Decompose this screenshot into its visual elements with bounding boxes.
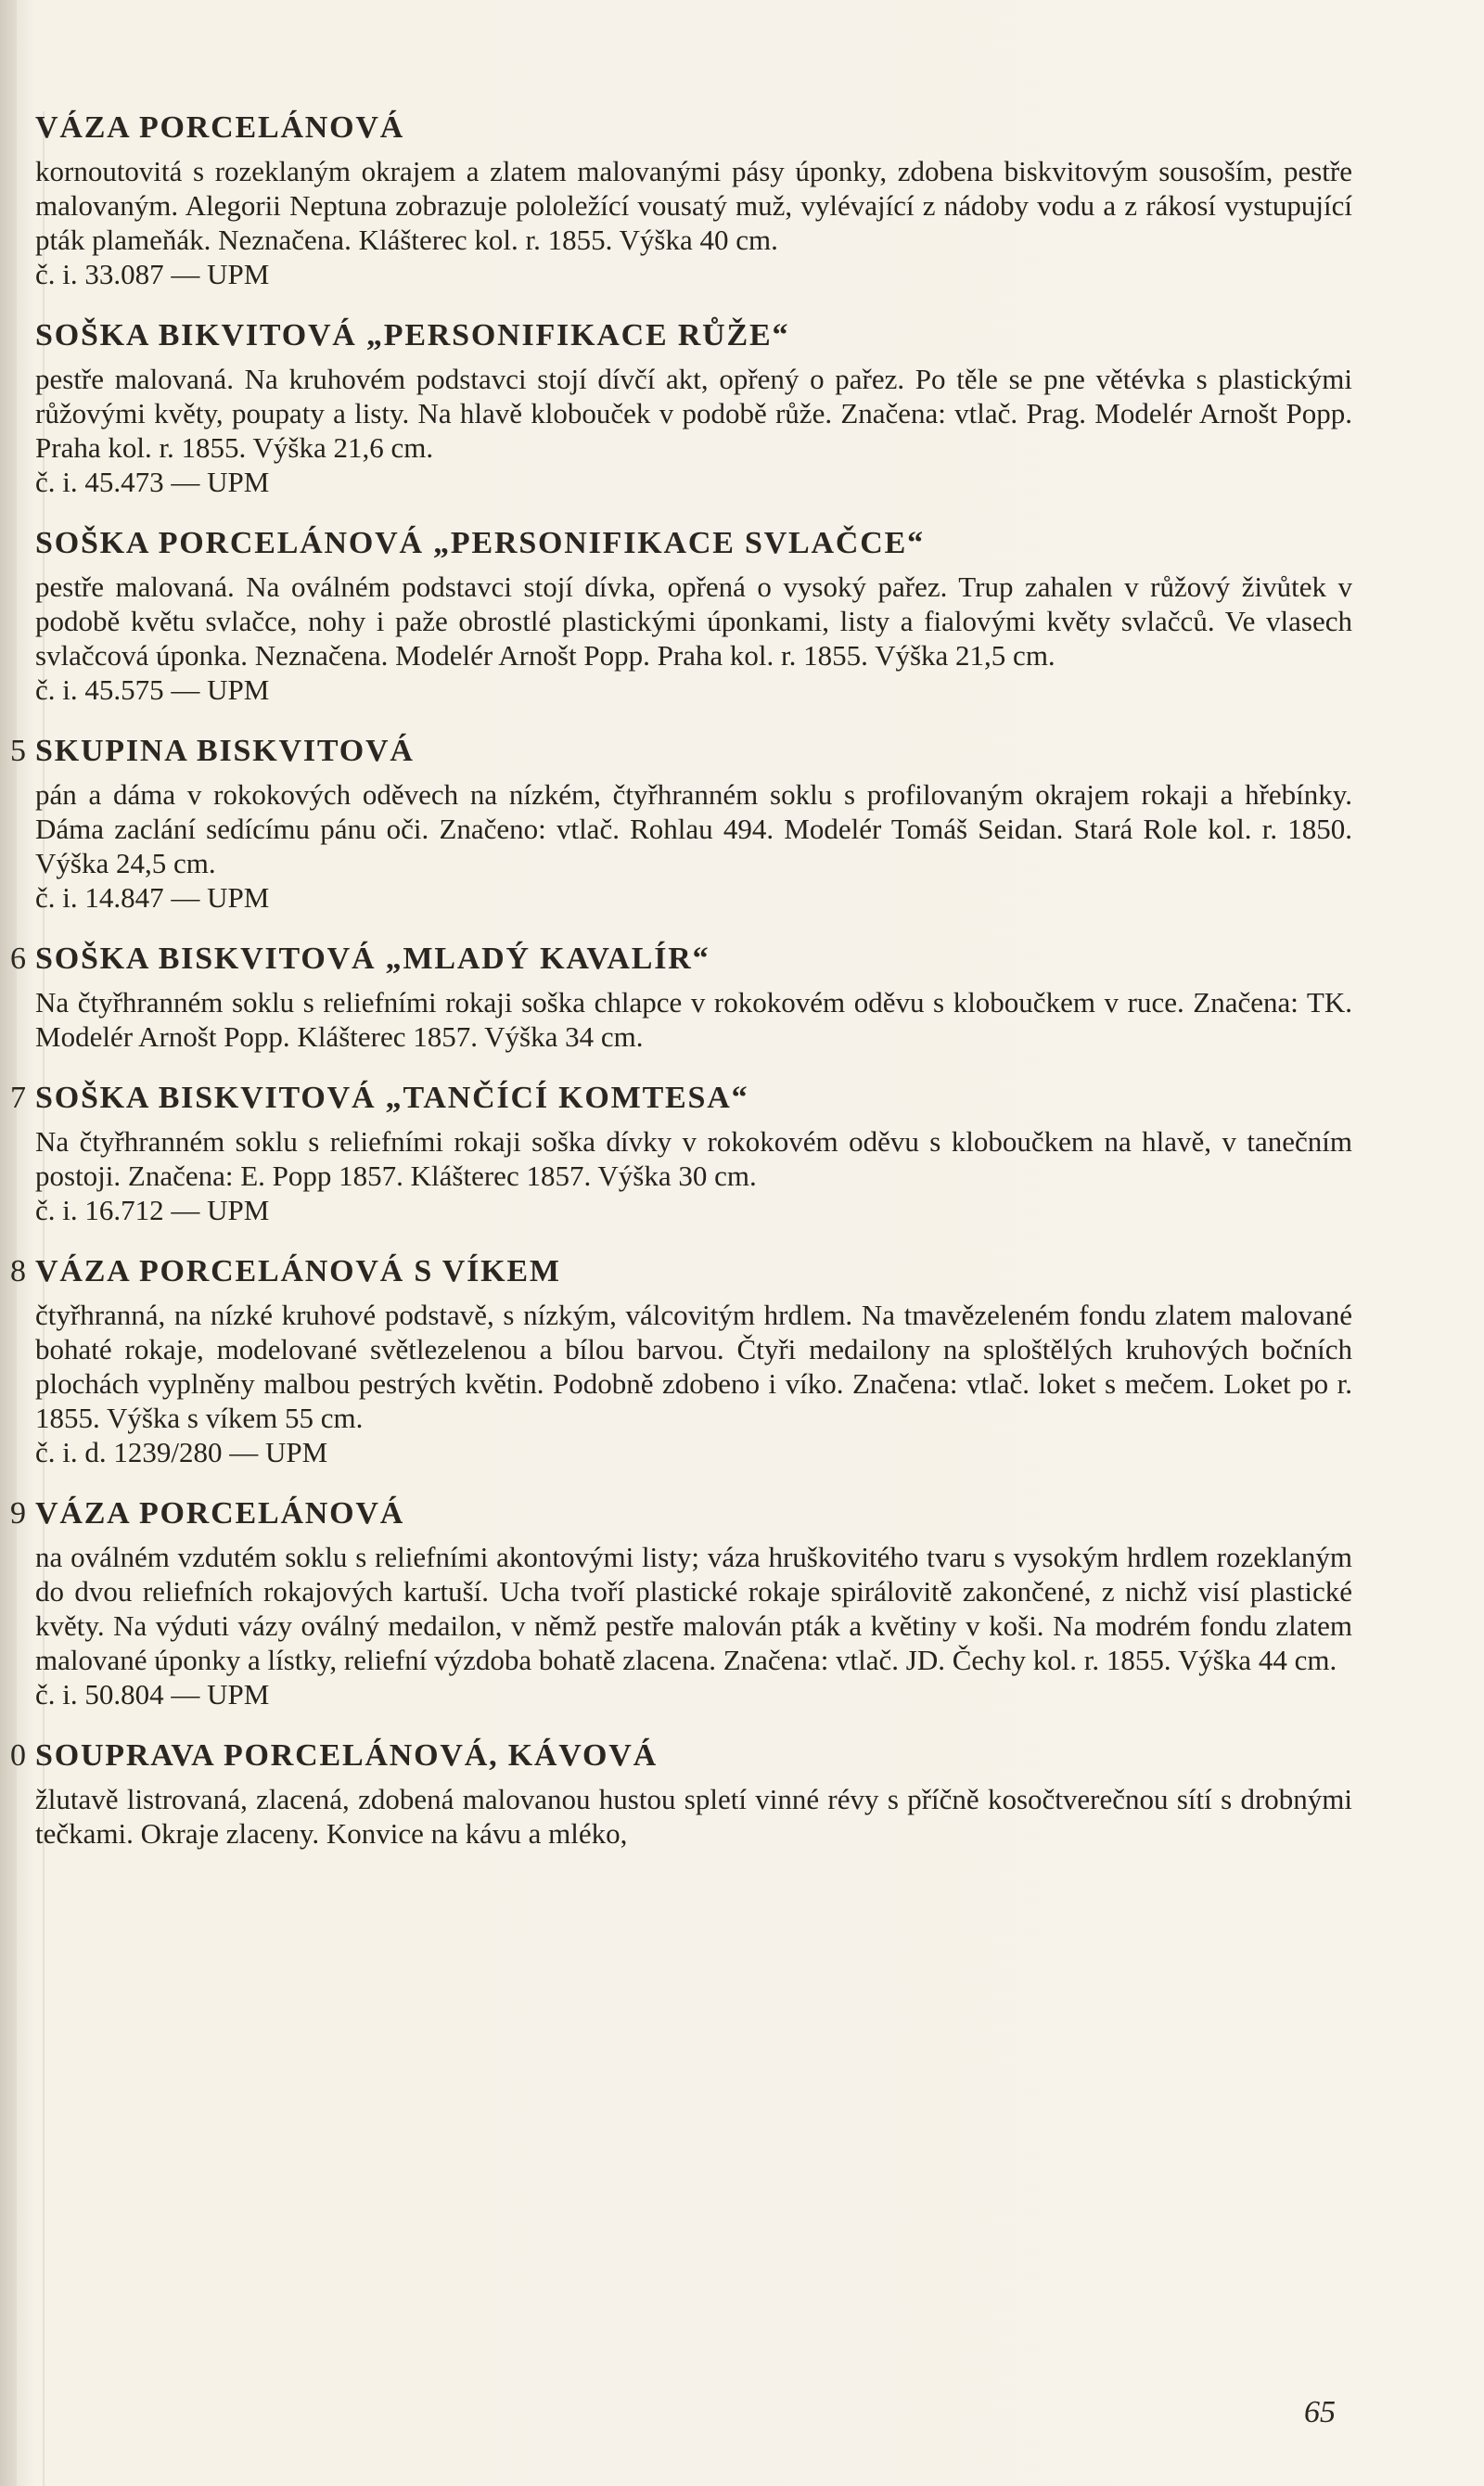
page-left-shadow [0,0,17,2486]
entry-title: SOŠKA BISKVITOVÁ „MLADÝ KAVALÍR“ [35,942,710,976]
catalog-entry [10,1737,1352,1851]
entry-number: 0 [10,1738,26,1773]
entry-reference: č. i. 45.575 — UPM [35,673,270,706]
entry-reference: č. i. 45.473 — UPM [35,466,270,498]
entry-title: VÁZA PORCELÁNOVÁ [35,110,405,145]
entry-title: SOŠKA BISKVITOVÁ „TANČÍCÍ KOMTESA“ [35,1081,749,1115]
entry-number: 9 [10,1496,26,1531]
entry-reference: č. i. 14.847 — UPM [35,881,270,914]
entry-number: 7 [10,1081,26,1115]
catalog-entry [10,941,1352,1054]
entry-title: VÁZA PORCELÁNOVÁ S VÍKEM [35,1254,561,1288]
entry-description: Na čtyřhranném soklu s reliefními rokaji soška chlapce v rokokovém oděvu s kloboučkem v ruce. Značena: TK. Modelér Arnošt Popp. Klášterec 1857. Výška 34 cm. [35,986,1352,1053]
entry-number: 8 [10,1254,26,1288]
entry-description: čtyřhranná, na nízké kruhové podstavě, s nízkým, válcovitým hrdlem. Na tmavězeleném fondu zlatem malované bohaté rokaje, modelované světlezelenou a bílou barvou. Čtyři medailony na sploštělých kruhových bočních plochách vyplněny malbou pestrých květin. Podobně zdobeno i víko. Značena: vtlač. loket s mečem. Loket po r. 1855. Výška s víkem 55 cm. [35,1299,1352,1434]
catalog-content [10,109,1352,1877]
catalog-entry [35,317,1352,499]
catalog-entry [10,1495,1352,1711]
catalog-entry [35,109,1352,291]
entry-description: kornoutovitá s rozeklaným okrajem a zlatem malovanými pásy úponky, zdobena biskvitovým sousoším, pestře malovaným. Alegorii Neptuna zobrazuje pololežící vousatý muž, vylévající z nádoby vodu a z rákosí vystupující pták plameňák. Neznačena. Klášterec kol. r. 1855. Výška 40 cm. [35,155,1352,256]
entry-number: 5 [10,734,26,768]
catalog-entry [10,733,1352,915]
entry-title: SOŠKA PORCELÁNOVÁ „PERSONIFIKACE SVLAČCE“ [35,526,925,560]
catalog-entry [10,1080,1352,1227]
entry-reference: č. i. 33.087 — UPM [35,258,270,290]
entry-description: žlutavě listrovaná, zlacená, zdobená malovanou hustou spletí vinné révy s příčně kosočtverečnou sítí s drobnými tečkami. Okraje zlaceny. Konvice na kávu a mléko, [35,1783,1352,1850]
entry-description: pestře malovaná. Na oválném podstavci stojí dívka, opřená o vysoký pařez. Trup zahalen v růžový živůtek v podobě květu svlačce, nohy i paže obrostlé plastickými úponkami, listy a fialovými květy svlačců. Ve vlasech svlačcová úponka. Neznačena. Modelér Arnošt Popp. Praha kol. r. 1855. Výška 21,5 cm. [35,570,1352,672]
entry-description: pán a dáma v rokokových oděvech na nízkém, čtyřhranném soklu s profilovaným okrajem rokaji a hřebínky. Dáma zaclání sedícímu pánu oči. Značeno: vtlač. Rohlau 494. Modelér Tomáš Seidan. Stará Role kol. r. 1850. Výška 24,5 cm. [35,778,1352,879]
entry-title: SOUPRAVA PORCELÁNOVÁ, KÁVOVÁ [35,1738,658,1773]
page-number: 65 [1304,2395,1336,2429]
entry-description: na oválném vzdutém soklu s reliefními akontovými listy; váza hruškovitého tvaru s vysokým hrdlem rozeklaným do dvou reliefních rokajových kartuší. Ucha tvoří plastické rokaje spirálovitě zakončené, z nichž visí plastické květy. Na výduti vázy oválný medailon, v němž pestře malován pták a květiny v koši. Na modrém fondu zlatem malované úponky a lístky, reliefní výzdoba bohatě zlacena. Značena: vtlač. JD. Čechy kol. r. 1855. Výška 44 cm. [35,1541,1352,1676]
entry-description: Na čtyřhranném soklu s reliefními rokaji soška dívky v rokokovém oděvu s kloboučkem na hlavě, v tanečním postoji. Značena: E. Popp 1857. Klášterec 1857. Výška 30 cm. [35,1125,1352,1192]
entry-title: SOŠKA BIKVITOVÁ „PERSONIFIKACE RŮŽE“ [35,318,790,352]
catalog-entry [35,525,1352,707]
entry-reference: č. i. 16.712 — UPM [35,1194,270,1226]
catalog-entry [10,1253,1352,1469]
entry-reference: č. i. 50.804 — UPM [35,1678,270,1711]
entry-title: VÁZA PORCELÁNOVÁ [35,1496,405,1531]
entry-number: 6 [10,942,26,976]
entry-title: SKUPINA BISKVITOVÁ [35,734,415,768]
entry-description: pestře malovaná. Na kruhovém podstavci stojí dívčí akt, opřený o pařez. Po těle se pne větévka s plastickými růžovými květy, poupaty a listy. Na hlavě klobouček v podobě růže. Značena: vtlač. Prag. Modelér Arnošt Popp. Praha kol. r. 1855. Výška 21,6 cm. [35,363,1352,464]
entry-reference: č. i. d. 1239/280 — UPM [35,1436,328,1468]
